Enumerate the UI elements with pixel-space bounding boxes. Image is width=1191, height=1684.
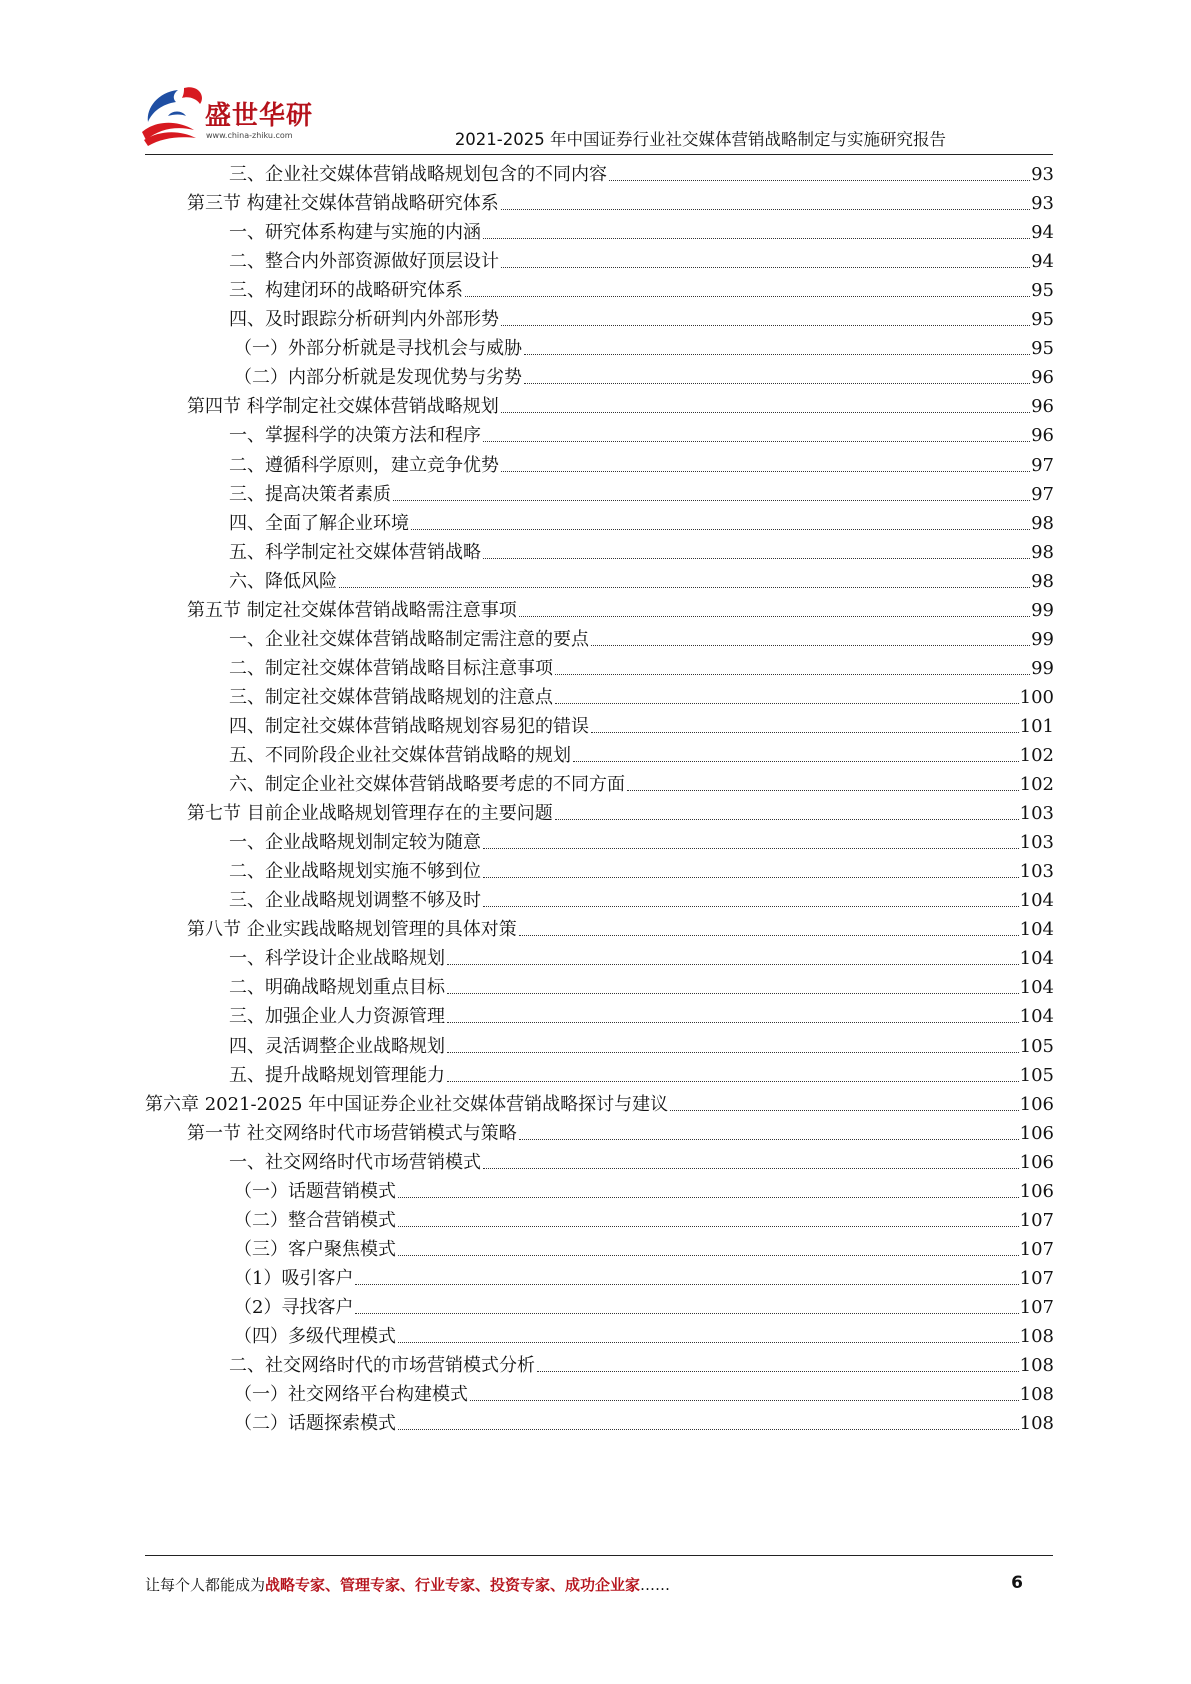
toc-dot-leader bbox=[537, 1371, 1019, 1372]
toc-dot-leader bbox=[555, 674, 1030, 675]
toc-dot-leader bbox=[447, 1081, 1019, 1082]
slogan-highlight: 战略专家、管理专家、行业专家、投资专家、成功企业家 bbox=[265, 1576, 641, 1594]
toc-entry-title: 三、企业战略规划调整不够及时 bbox=[229, 890, 481, 912]
document-title: 2021-2025 年中国证券行业社交媒体营销战略制定与实施研究报告 bbox=[454, 130, 946, 149]
toc-entry[interactable] bbox=[187, 188, 1054, 219]
toc-entry[interactable] bbox=[229, 479, 1054, 510]
toc-entry-page: 105 bbox=[1019, 1064, 1054, 1086]
toc-entry-page: 100 bbox=[1019, 686, 1054, 708]
slogan-prefix: 让每个人都能成为 bbox=[145, 1576, 266, 1594]
toc-entry[interactable] bbox=[187, 914, 1054, 945]
logo-text: 盛世华研 bbox=[205, 101, 314, 131]
toc-entry-page: 97 bbox=[1031, 454, 1054, 476]
toc-dot-leader bbox=[411, 529, 1030, 530]
toc-entry-page: 102 bbox=[1019, 774, 1054, 796]
toc-entry-title: 六、降低风险 bbox=[229, 570, 337, 592]
toc-entry[interactable] bbox=[234, 1379, 1054, 1410]
toc-entry[interactable] bbox=[234, 1321, 1054, 1352]
toc-dot-leader bbox=[501, 471, 1030, 472]
toc-entry-title: 三、制定社交媒体营销战略规划的注意点 bbox=[229, 686, 553, 708]
toc-dot-leader bbox=[501, 209, 1030, 210]
toc-entry-title: （二）整合营销模式 bbox=[234, 1209, 396, 1231]
toc-entry[interactable] bbox=[234, 1176, 1054, 1207]
toc-dot-leader bbox=[465, 296, 1030, 297]
toc-entry-page: 104 bbox=[1019, 890, 1054, 912]
logo-url: www.china-zhiku.com bbox=[206, 131, 293, 140]
toc-entry-page: 105 bbox=[1019, 1035, 1054, 1057]
toc-entry-page: 103 bbox=[1019, 832, 1054, 854]
toc-entry-page: 94 bbox=[1031, 222, 1054, 244]
footer-divider bbox=[145, 1555, 1053, 1556]
toc-entry-page: 96 bbox=[1031, 396, 1054, 418]
toc-entry-page: 106 bbox=[1019, 1122, 1054, 1144]
toc-entry-title: （一）外部分析就是寻找机会与威胁 bbox=[234, 338, 522, 360]
slogan-suffix: …… bbox=[640, 1576, 671, 1594]
toc-entry[interactable] bbox=[229, 769, 1054, 800]
toc-entry-title: 第三节 构建社交媒体营销战略研究体系 bbox=[187, 193, 499, 215]
toc-entry[interactable] bbox=[229, 1060, 1054, 1091]
toc-entry-page: 104 bbox=[1019, 919, 1054, 941]
toc-entry-title: 一、社交网络时代市场营销模式 bbox=[229, 1151, 481, 1173]
page-footer bbox=[145, 1574, 1053, 1598]
toc-dot-leader bbox=[519, 1139, 1019, 1140]
toc-entry[interactable] bbox=[229, 450, 1054, 481]
toc-entry-page: 93 bbox=[1031, 193, 1054, 215]
toc-dot-leader bbox=[555, 819, 1019, 820]
toc-entry-title: 三、加强企业人力资源管理 bbox=[229, 1006, 445, 1028]
toc-entry-page: 108 bbox=[1019, 1384, 1054, 1406]
toc-entry-title: 二、整合内外部资源做好顶层设计 bbox=[229, 251, 499, 273]
toc-entry-title: 一、掌握科学的决策方法和程序 bbox=[229, 425, 481, 447]
toc-entry-title: 二、社交网络时代的市场营销模式分析 bbox=[229, 1355, 535, 1377]
toc-entry-page: 103 bbox=[1019, 861, 1054, 883]
toc-entry-page: 99 bbox=[1031, 599, 1054, 621]
toc-entry[interactable] bbox=[229, 682, 1054, 713]
toc-entry[interactable] bbox=[229, 740, 1054, 771]
toc-entry-page: 107 bbox=[1019, 1296, 1054, 1318]
toc-entry-title: 五、不同阶段企业社交媒体营销战略的规划 bbox=[229, 745, 571, 766]
toc-entry-page: 99 bbox=[1031, 628, 1054, 650]
toc-dot-leader bbox=[447, 993, 1019, 994]
toc-entry-page: 104 bbox=[1019, 1006, 1054, 1028]
toc-entry[interactable] bbox=[234, 362, 1054, 393]
toc-entry-page: 106 bbox=[1019, 1151, 1054, 1173]
toc-dot-leader bbox=[355, 1313, 1018, 1314]
toc-entry-title: 一、企业战略规划制定较为随意 bbox=[229, 832, 481, 854]
toc-dot-leader bbox=[339, 587, 1030, 588]
toc-entry-title: 第六章 2021-2025 年中国证券企业社交媒体营销战略探讨与建议 bbox=[145, 1093, 669, 1115]
page-header bbox=[0, 0, 1191, 160]
toc-entry-page: 104 bbox=[1019, 948, 1054, 970]
toc-dot-leader bbox=[591, 732, 1019, 733]
toc-dot-leader bbox=[483, 848, 1019, 849]
toc-entry-title: 四、及时跟踪分析研判内外部形势 bbox=[229, 309, 499, 331]
toc-entry-title: 第八节 企业实践战略规划管理的具体对策 bbox=[187, 919, 517, 941]
toc-entry[interactable] bbox=[234, 1263, 1054, 1294]
footer-slogan bbox=[145, 1574, 670, 1595]
toc-entry-page: 98 bbox=[1031, 512, 1054, 534]
toc-entry[interactable] bbox=[187, 391, 1054, 422]
toc-dot-leader bbox=[483, 558, 1030, 559]
toc-entry[interactable] bbox=[229, 653, 1054, 684]
toc-dot-leader bbox=[393, 500, 1030, 501]
toc-entry[interactable] bbox=[187, 595, 1054, 626]
toc-entry-page: 102 bbox=[1019, 745, 1054, 766]
page-number: 6 bbox=[1011, 1573, 1023, 1593]
toc-entry[interactable] bbox=[145, 1089, 1054, 1120]
toc-dot-leader bbox=[519, 935, 1019, 936]
toc-entry-title: 三、构建闭环的战略研究体系 bbox=[229, 280, 463, 302]
toc-entry-title: （一）话题营销模式 bbox=[234, 1180, 396, 1202]
toc-entry[interactable] bbox=[234, 1408, 1054, 1439]
toc-entry[interactable] bbox=[229, 1031, 1054, 1062]
toc-entry-title: （一）社交网络平台构建模式 bbox=[234, 1384, 468, 1406]
toc-entry-title: （三）客户聚焦模式 bbox=[234, 1238, 396, 1260]
toc-dot-leader bbox=[591, 645, 1030, 646]
toc-entry-title: 三、提高决策者素质 bbox=[229, 483, 391, 505]
toc-entry-page: 98 bbox=[1031, 570, 1054, 592]
toc-dot-leader bbox=[447, 1052, 1019, 1053]
toc-entry[interactable] bbox=[229, 275, 1054, 306]
toc-entry-title: （四）多级代理模式 bbox=[234, 1326, 396, 1347]
toc-dot-leader bbox=[398, 1342, 1019, 1343]
toc-entry-page: 106 bbox=[1019, 1093, 1054, 1115]
toc-dot-leader bbox=[501, 325, 1030, 326]
toc-entry[interactable] bbox=[229, 420, 1054, 451]
toc-entry-title: （二）话题探索模式 bbox=[234, 1413, 396, 1435]
toc-entry[interactable] bbox=[229, 624, 1054, 655]
toc-entry-page: 107 bbox=[1019, 1209, 1054, 1231]
toc-entry[interactable] bbox=[234, 333, 1054, 364]
toc-dot-leader bbox=[519, 616, 1030, 617]
toc-entry[interactable] bbox=[229, 885, 1054, 916]
toc-entry-page: 107 bbox=[1019, 1238, 1054, 1260]
toc-entry-title: 第五节 制定社交媒体营销战略需注意事项 bbox=[187, 599, 517, 621]
toc-entry-title: 五、提升战略规划管理能力 bbox=[229, 1064, 445, 1086]
toc-entry-title: 二、企业战略规划实施不够到位 bbox=[229, 861, 481, 883]
toc-entry-page: 106 bbox=[1019, 1180, 1054, 1202]
toc-entry-page: 99 bbox=[1031, 657, 1054, 679]
toc-dot-leader bbox=[524, 354, 1030, 355]
toc-dot-leader bbox=[470, 1400, 1019, 1401]
toc-entry-title: 三、企业社交媒体营销战略规划包含的不同内容 bbox=[229, 164, 607, 185]
toc-entry[interactable] bbox=[229, 1147, 1054, 1178]
toc-entry-title: （1）吸引客户 bbox=[234, 1267, 354, 1289]
toc-entry-page: 108 bbox=[1019, 1355, 1054, 1377]
toc-entry-title: 二、明确战略规划重点目标 bbox=[229, 977, 445, 999]
toc-entry[interactable] bbox=[229, 537, 1054, 568]
toc-entry[interactable] bbox=[229, 1001, 1054, 1032]
toc-entry-page: 101 bbox=[1019, 715, 1054, 737]
toc-dot-leader bbox=[524, 383, 1030, 384]
toc-entry-title: 一、研究体系构建与实施的内涵 bbox=[229, 222, 481, 244]
toc-entry-title: 二、制定社交媒体营销战略目标注意事项 bbox=[229, 657, 553, 679]
toc-dot-leader bbox=[501, 412, 1030, 413]
toc-entry-page: 95 bbox=[1031, 280, 1054, 302]
toc-dot-leader bbox=[483, 877, 1019, 878]
toc-dot-leader bbox=[555, 703, 1019, 704]
toc-entry[interactable] bbox=[234, 1205, 1054, 1236]
toc-dot-leader bbox=[501, 267, 1030, 268]
toc-entry[interactable] bbox=[229, 856, 1054, 887]
toc-entry[interactable] bbox=[229, 711, 1054, 742]
toc-dot-leader bbox=[483, 1168, 1019, 1169]
toc-entry[interactable] bbox=[229, 1350, 1054, 1381]
toc-dot-leader bbox=[355, 1284, 1018, 1285]
toc-entry-title: （2）寻找客户 bbox=[234, 1296, 354, 1318]
toc-dot-leader bbox=[483, 441, 1030, 442]
toc-dot-leader bbox=[670, 1110, 1019, 1111]
toc-entry-page: 98 bbox=[1031, 541, 1054, 563]
toc-entry[interactable] bbox=[229, 159, 1054, 190]
toc-entry-page: 104 bbox=[1019, 977, 1054, 999]
toc-entry[interactable] bbox=[229, 508, 1054, 539]
toc-dot-leader bbox=[609, 180, 1030, 181]
toc-dot-leader bbox=[398, 1226, 1019, 1227]
toc-entry-title: （二）内部分析就是发现优势与劣势 bbox=[234, 367, 522, 389]
toc-entry-title: 第一节 社交网络时代市场营销模式与策略 bbox=[187, 1122, 517, 1144]
toc-entry-title: 第七节 目前企业战略规划管理存在的主要问题 bbox=[187, 803, 553, 825]
toc-dot-leader bbox=[573, 761, 1019, 762]
toc-entry[interactable] bbox=[229, 566, 1054, 597]
toc-entry[interactable] bbox=[187, 1118, 1054, 1149]
toc-entry-page: 96 bbox=[1031, 425, 1054, 447]
toc-entry-title: 六、制定企业社交媒体营销战略要考虑的不同方面 bbox=[229, 774, 625, 796]
toc-entry-page: 97 bbox=[1031, 483, 1054, 505]
toc-entry-page: 103 bbox=[1019, 803, 1054, 825]
toc-dot-leader bbox=[398, 1255, 1019, 1256]
toc-entry-title: 第四节 科学制定社交媒体营销战略规划 bbox=[187, 396, 499, 418]
toc-entry[interactable] bbox=[234, 1292, 1054, 1323]
toc-entry[interactable] bbox=[229, 217, 1054, 248]
toc-dot-leader bbox=[398, 1197, 1019, 1198]
toc-entry-page: 107 bbox=[1019, 1267, 1054, 1289]
toc-entry[interactable] bbox=[229, 246, 1054, 277]
toc-entry-page: 94 bbox=[1031, 251, 1054, 273]
toc-entry[interactable] bbox=[229, 827, 1054, 858]
toc-entry-page: 108 bbox=[1019, 1413, 1054, 1435]
toc-dot-leader bbox=[447, 964, 1019, 965]
toc-entry-title: 四、灵活调整企业战略规划 bbox=[229, 1035, 445, 1057]
toc-entry-page: 95 bbox=[1031, 338, 1054, 360]
toc-entry[interactable] bbox=[187, 798, 1054, 829]
toc-entry-title: 四、制定社交媒体营销战略规划容易犯的错误 bbox=[229, 715, 589, 737]
toc-entry-title: 二、遵循科学原则，建立竞争优势 bbox=[229, 454, 499, 476]
toc-entry-title: 五、科学制定社交媒体营销战略 bbox=[229, 541, 481, 563]
toc-dot-leader bbox=[447, 1022, 1019, 1023]
toc-entry[interactable] bbox=[229, 972, 1054, 1003]
toc-dot-leader bbox=[483, 238, 1030, 239]
toc-entry[interactable] bbox=[229, 943, 1054, 974]
toc-entry-title: 一、企业社交媒体营销战略制定需注意的要点 bbox=[229, 628, 589, 650]
toc-dot-leader bbox=[483, 906, 1019, 907]
toc-entry[interactable] bbox=[234, 1234, 1054, 1265]
toc-entry-page: 108 bbox=[1019, 1326, 1054, 1347]
toc-entry-page: 95 bbox=[1031, 309, 1054, 331]
toc-dot-leader bbox=[398, 1429, 1019, 1430]
toc-entry-title: 一、科学设计企业战略规划 bbox=[229, 948, 445, 970]
toc-dot-leader bbox=[627, 790, 1019, 791]
toc-entry-page: 93 bbox=[1031, 164, 1054, 185]
header-divider bbox=[145, 154, 1053, 155]
toc-entry-page: 96 bbox=[1031, 367, 1054, 389]
toc-entry-title: 四、全面了解企业环境 bbox=[229, 512, 409, 534]
toc-entry[interactable] bbox=[229, 304, 1054, 335]
